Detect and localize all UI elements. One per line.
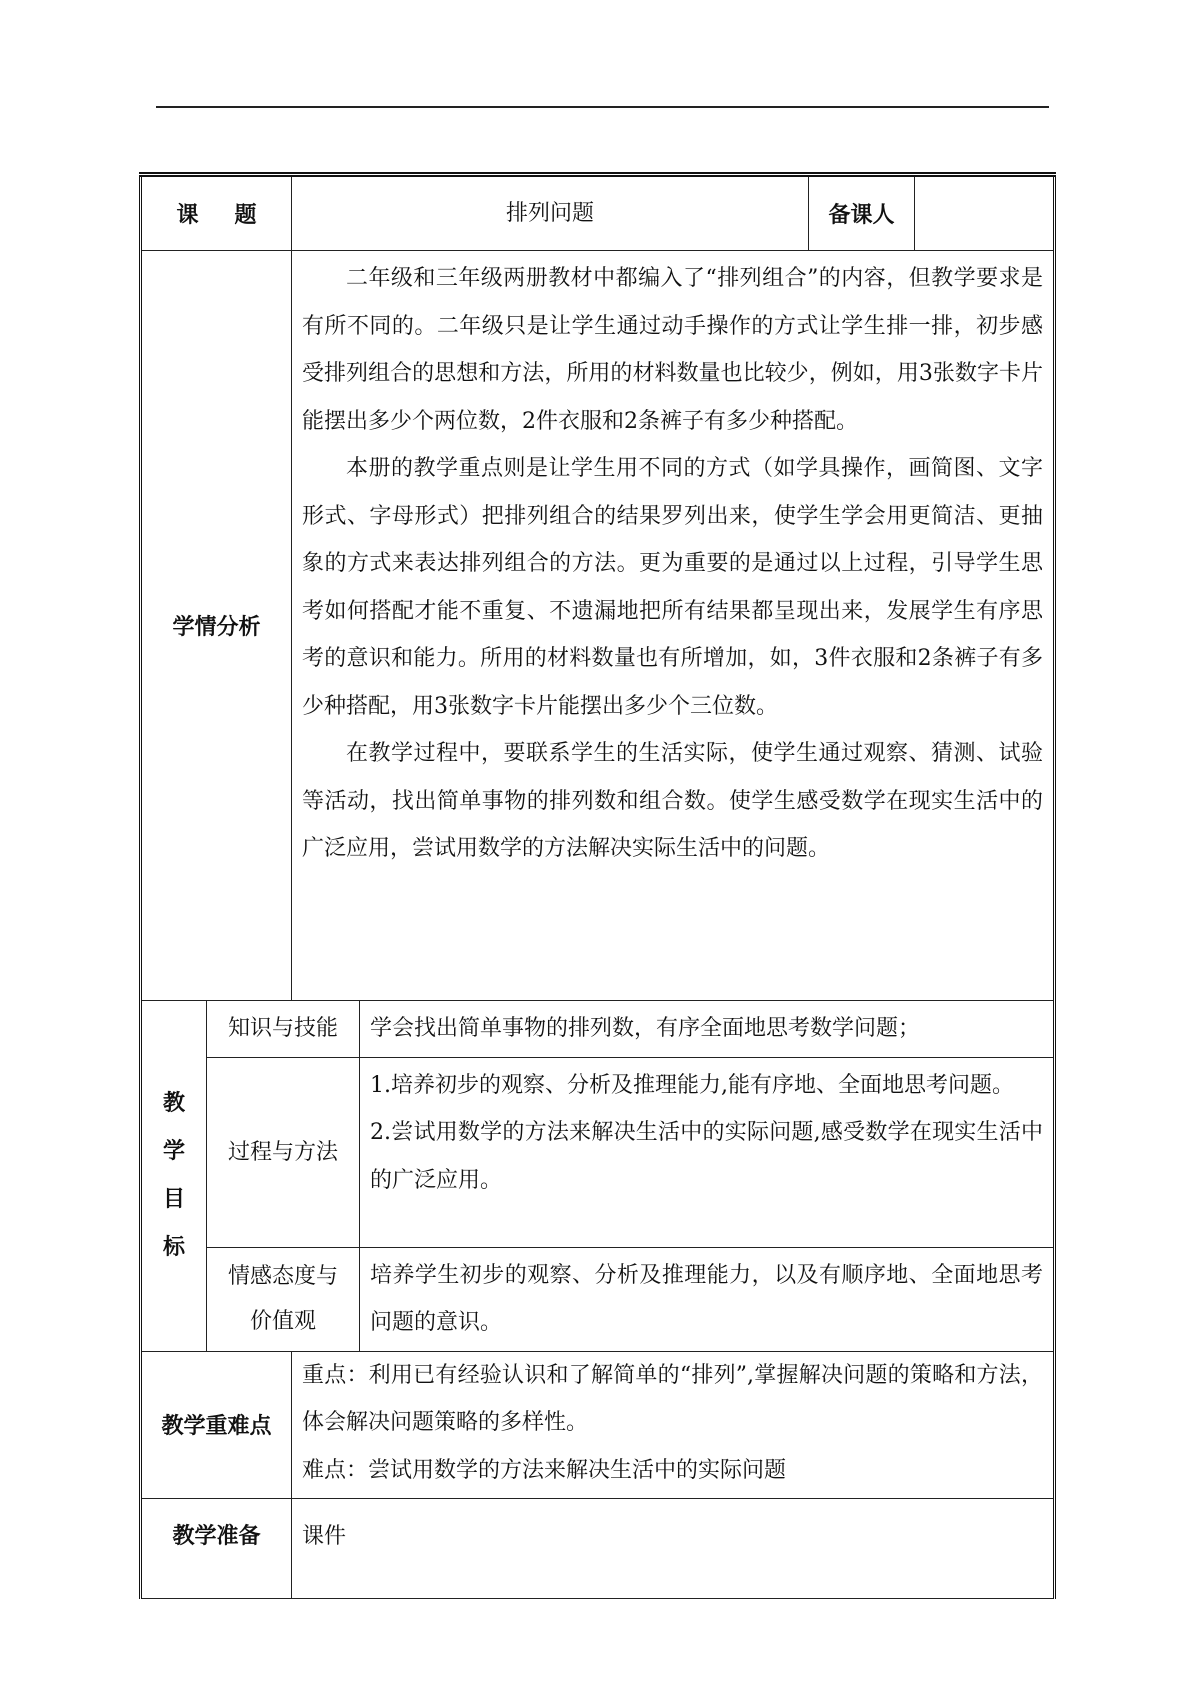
- key-points-content: [292, 1351, 1055, 1499]
- knowledge-label: 知识与技能: [207, 1001, 360, 1058]
- process-item: 1.培养初步的观察、分析及推理能力,能有序地、全面地思考问题。: [370, 1072, 1014, 1098]
- preparation-row: [141, 1499, 1055, 1599]
- difficulty-text: 难点：尝试用数学的方法来解决生活中的实际问题: [302, 1457, 787, 1483]
- preparer-name: [915, 175, 1055, 251]
- analysis-label: 学情分析: [141, 251, 292, 1001]
- analysis-paragraph: 在教学过程中，要联系学生的生活实际，使学生通过观察、猜测、试验等活动，找出简单事物的排列数和组合数。使学生感受数学在现实生活中的广泛应用，尝试用数学的方法解决实际生活中的问题。: [302, 741, 1044, 861]
- preparation-label: 教学准备: [141, 1499, 292, 1599]
- attitude-text: 培养学生初步的观察、分析及推理能力，以及有顺序地、全面地思考问题的意识。: [360, 1247, 1055, 1351]
- header-rule: [156, 106, 1049, 108]
- process-item: 2.尝试用数学的方法来解决生活中的实际问题,感受数学在现实生活中的广泛应用。: [370, 1120, 1044, 1193]
- course-title: 排列问题: [292, 175, 809, 251]
- preparer-label: 备课人: [809, 175, 915, 251]
- preparation-text: 课件: [292, 1499, 1055, 1599]
- header-row: [141, 175, 1055, 251]
- analysis-content: [292, 251, 1055, 1001]
- knowledge-row: [141, 1001, 1055, 1058]
- lesson-plan-table: [139, 172, 1056, 1599]
- attitude-row: [141, 1247, 1055, 1351]
- process-content: [360, 1057, 1055, 1247]
- analysis-paragraph: 二年级和三年级两册教材中都编入了“排列组合”的内容，但教学要求是有所不同的。二年级只是让学生通过动手操作的方式让学生排一排，初步感受排列组合的思想和方法，所用的材料数量也比较少，例如，用3张数字卡片能摆出多少个两位数，2件衣服和2条裤子有多少种搭配。: [302, 266, 1044, 434]
- key-points-label: 教学重难点: [141, 1351, 292, 1499]
- objectives-label: 教 学 目 标: [141, 1001, 207, 1352]
- process-label: 过程与方法: [207, 1057, 360, 1247]
- course-label: 课 题: [141, 175, 292, 251]
- knowledge-text: 学会找出简单事物的排列数，有序全面地思考数学问题；: [360, 1001, 1055, 1058]
- analysis-paragraph: 本册的教学重点则是让学生用不同的方式（如学具操作，画简图、文字形式、字母形式）把排列组合的结果罗列出来，使学生学会用更简洁、更抽象的方式来表达排列组合的方法。更为重要的是通过以上过程，引导学生思考如何搭配才能不重复、不遗漏地把所有结果都呈现出来，发展学生有序思考的意识和能力。所用的材料数量也有所增加，如，3件衣服和2条裤子有多少种搭配，用3张数字卡片能摆出多少个三位数。: [302, 456, 1044, 719]
- attitude-label: 情感态度与 价值观: [207, 1247, 360, 1351]
- key-points-row: [141, 1351, 1055, 1499]
- analysis-row: [141, 251, 1055, 1001]
- process-row: [141, 1057, 1055, 1247]
- focus-text: 重点：利用已有经验认识和了解简单的“排列”,掌握解决问题的策略和方法，体会解决问题策略的多样性。: [302, 1362, 1044, 1435]
